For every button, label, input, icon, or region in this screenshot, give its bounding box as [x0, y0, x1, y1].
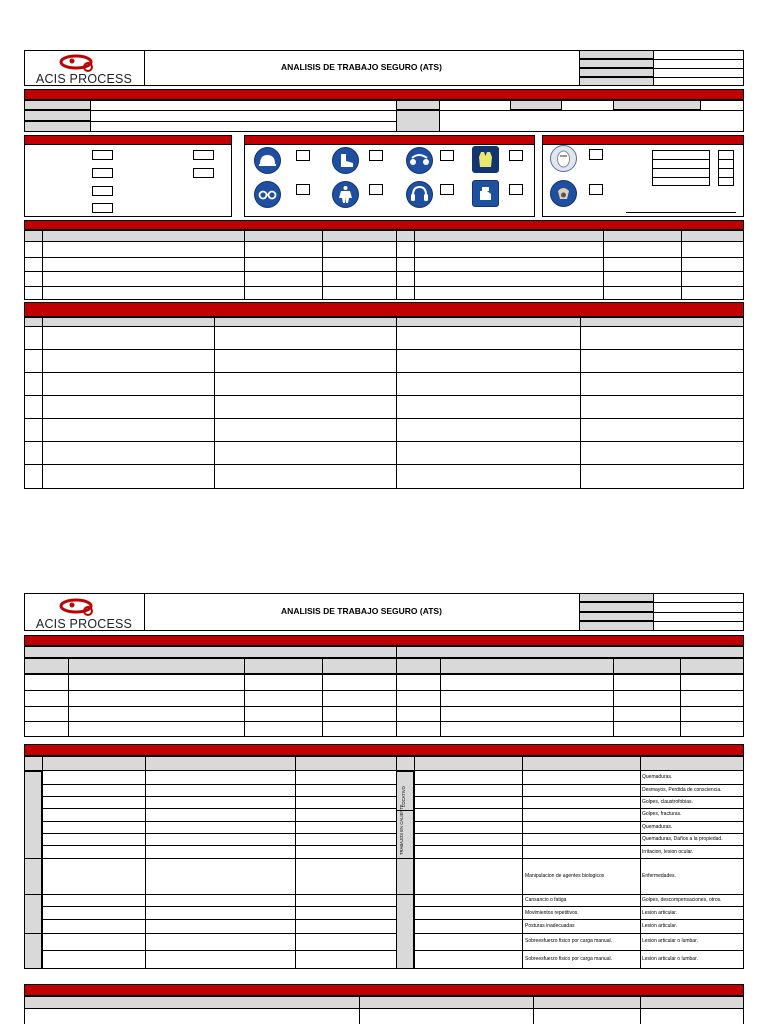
face-shield-icon	[550, 145, 577, 172]
checkbox[interactable]	[509, 184, 523, 195]
checkbox[interactable]	[589, 184, 603, 195]
checkbox[interactable]	[509, 150, 523, 161]
vest-icon	[472, 146, 499, 173]
risk-hazard: Sobreesfuerzo fisico por carga manual.	[525, 956, 612, 962]
checkbox[interactable]	[369, 184, 383, 195]
checkbox[interactable]	[92, 186, 113, 196]
checkbox[interactable]	[369, 150, 383, 161]
risk-consequence: Lesion articular o lumbar.	[642, 938, 698, 944]
checkbox[interactable]	[589, 149, 603, 160]
risk-hazard: Posturas inadecuadas	[525, 923, 575, 929]
risk-hazard: Cansancio o fatiga	[525, 897, 567, 903]
section-steps-bar	[24, 220, 744, 230]
risk-consequence: Desmayos, Perdida de consciencia.	[642, 787, 722, 793]
risk-consequence: Irritacion, lesion ocular.	[642, 849, 694, 855]
risk-consequence: Enfermedades.	[642, 873, 676, 879]
checkbox[interactable]	[296, 150, 310, 161]
risk-consequence: Lesion articular.	[642, 923, 678, 929]
checkbox[interactable]	[440, 184, 454, 195]
risk-hazard: Movimientos repetitivos.	[525, 910, 579, 916]
section-hazards-bar	[24, 302, 744, 317]
respirator-icon	[550, 180, 577, 207]
risk-consequence: Golpes, claustrofobias.	[642, 799, 693, 805]
gloves-icon	[472, 180, 499, 207]
risk-consequence: Golpes, fracturas.	[642, 811, 682, 817]
side-label-hot-work: TRABAJOS EN CALIENTE	[399, 804, 404, 855]
goggles-icon	[254, 181, 281, 208]
doc-title: ANALISIS DE TRABAJO SEGURO (ATS)	[281, 62, 442, 72]
checkbox[interactable]	[296, 184, 310, 195]
risk-consequence: Lesion articular o lumbar.	[642, 956, 698, 962]
helmet-icon	[254, 147, 281, 174]
risk-hazard: Sobreesfuerzo fisico por carga manual.	[525, 938, 612, 944]
checkbox[interactable]	[92, 168, 113, 178]
section-general-bar	[24, 89, 744, 100]
section-controls-bar	[24, 984, 744, 996]
risk-consequence: Quemaduras.	[642, 824, 673, 830]
risk-consequence: Golpes, descompensaciones, otros.	[642, 897, 722, 903]
company-name-2: ACIS PROCESS	[35, 617, 133, 631]
checkbox[interactable]	[92, 150, 113, 160]
doc-title-2: ANALISIS DE TRABAJO SEGURO (ATS)	[281, 606, 442, 616]
risk-hazard: Manipulacion de agentes biologicos	[525, 873, 605, 879]
checkbox[interactable]	[92, 203, 113, 213]
company-name: ACIS PROCESS	[35, 72, 133, 86]
earmuffs-icon	[406, 181, 433, 208]
company-logo	[52, 596, 102, 618]
checkbox[interactable]	[440, 150, 454, 161]
risk-consequence: Quemaduras.	[642, 774, 673, 780]
safety-boot-icon	[332, 147, 359, 174]
risk-consequence: Lesion articular.	[642, 910, 678, 916]
risk-table	[24, 756, 744, 969]
section-workers-bar	[24, 635, 744, 646]
risk-consequence: Quemaduras, Daños a la propiedad.	[642, 836, 723, 842]
checkbox[interactable]	[193, 150, 214, 160]
coverall-icon	[332, 181, 359, 208]
checkbox[interactable]	[193, 168, 214, 178]
company-logo	[52, 52, 102, 74]
earplugs-icon	[406, 147, 433, 174]
section-risks-bar	[24, 744, 744, 756]
side-label-locativo: LOCATIVO	[401, 786, 406, 807]
